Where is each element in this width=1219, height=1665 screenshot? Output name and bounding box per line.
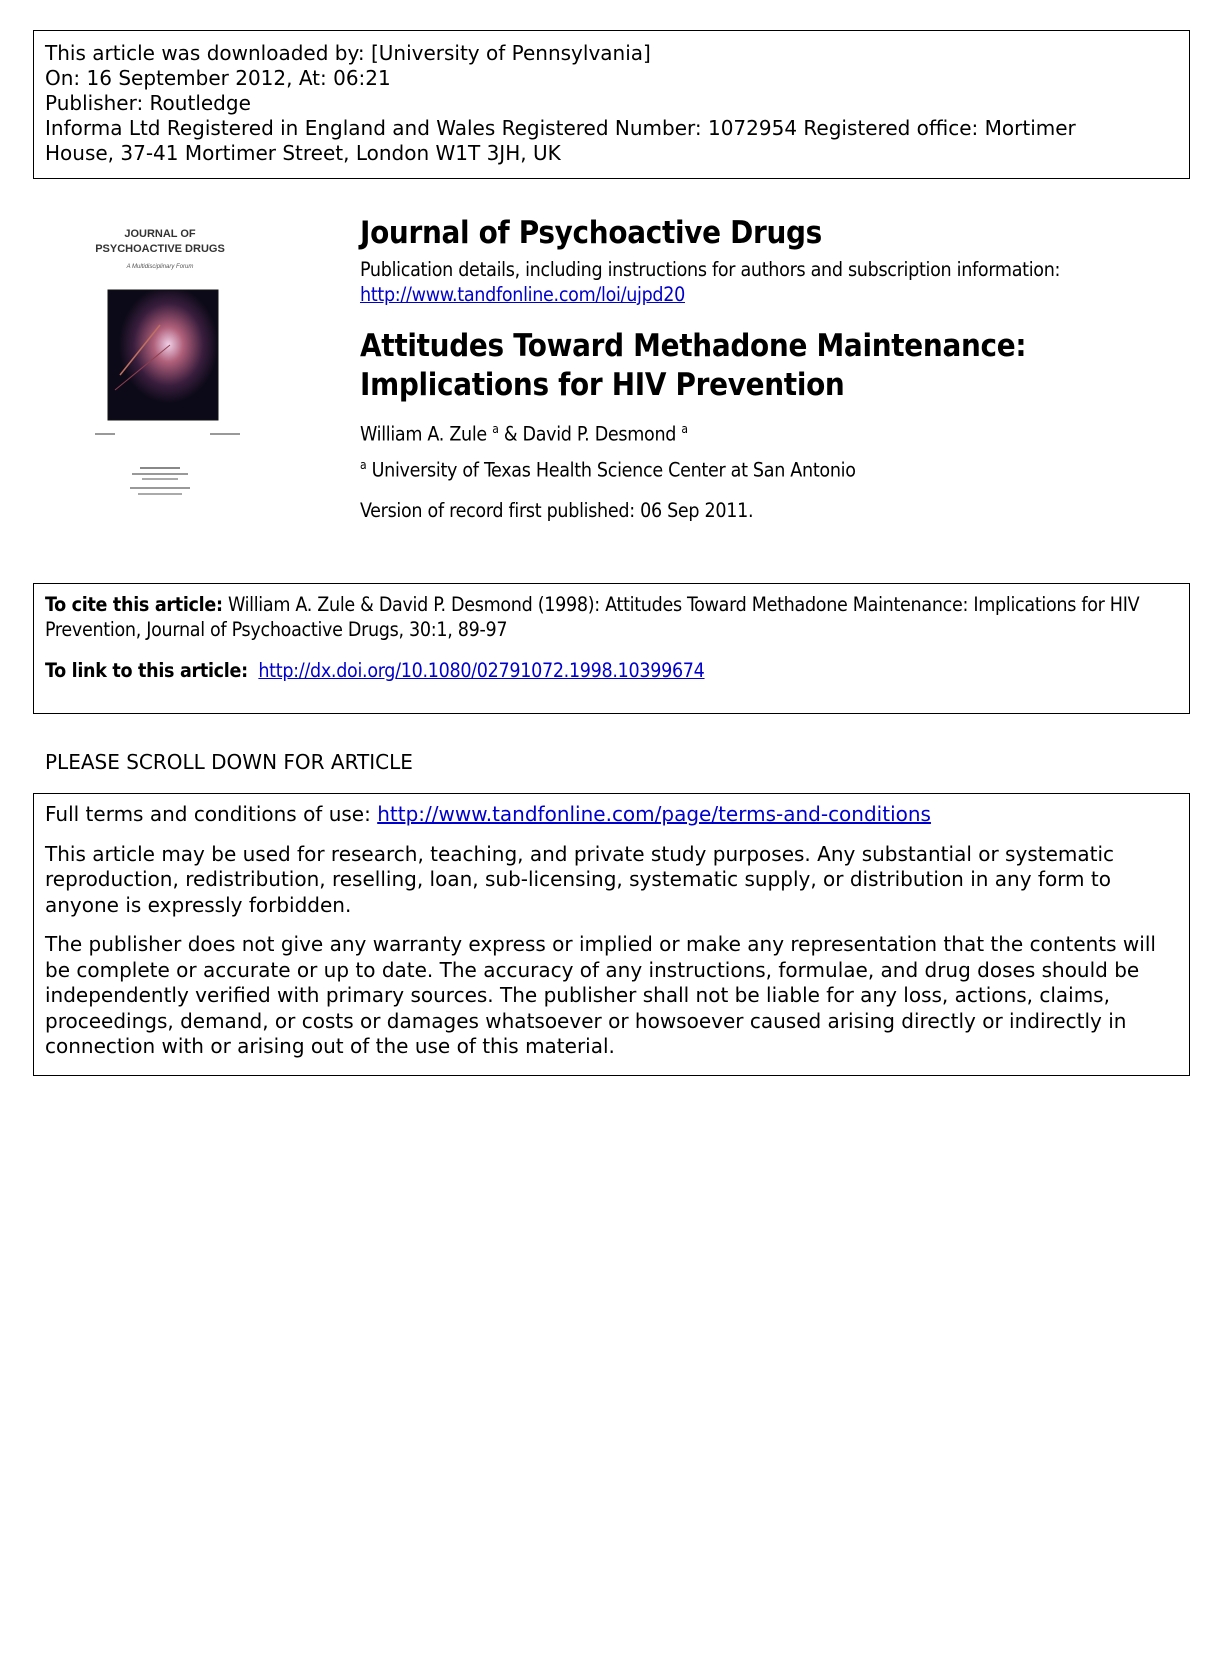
affiliation	[360, 453, 1180, 483]
cite-text: William A. Zule & David P. Desmond (1998): Attitudes Toward Methadone Maintenance: Implications for HIV Prevention, Journal of Psychoactive Drugs, 30:1, 89-97	[45, 593, 1140, 641]
cover-title-line1: JOURNAL OF	[124, 228, 196, 240]
terms-link[interactable]: http://www.tandfonline.com/page/terms-and-conditions	[377, 802, 931, 826]
download-info-line: House, 37-41 Mortimer Street, London W1T 3JH, UK	[45, 141, 561, 165]
publication-details	[360, 257, 1180, 307]
journal-url-link[interactable]: http://www.tandfonline.com/loi/ujpd20	[360, 283, 685, 306]
cover-subtitle: A Multidisciplinary Forum	[126, 264, 194, 270]
terms-line	[45, 802, 1178, 828]
affiliation-marker: a	[492, 422, 499, 436]
scroll-notice: PLEASE SCROLL DOWN FOR ARTICLE	[45, 750, 413, 774]
terms-label: Full terms and conditions of use:	[45, 802, 378, 826]
doi-link[interactable]: http://dx.doi.org/10.1080/02791072.1998.10399674	[258, 659, 705, 682]
article-header	[360, 213, 1180, 523]
article-link-line	[45, 658, 1178, 683]
version-of-record: Version of record first published: 06 Sep 2011.	[360, 499, 754, 522]
citation	[45, 592, 1178, 642]
publication-details-text: Publication details, including instructions for authors and subscription information:	[360, 258, 1061, 281]
journal-cover-image	[70, 205, 290, 525]
authors	[360, 417, 1180, 447]
cite-label: To cite this article:	[45, 593, 223, 616]
terms-paragraph-disclaimer: The publisher does not give any warranty express or implied or make any representation that the contents will be complete or accurate or up to date. The accuracy of any instructions, formulae, and drug doses should be independently verified with primary sources. The publisher shall not be liable for any loss, actions, claims, proceedings, demand, or costs or damages whatsoever or howsoever caused arising directly or indirectly in connection with or arising out of the use of this material.	[45, 932, 1156, 1058]
author-separator: &	[498, 422, 523, 446]
download-info-box	[33, 30, 1190, 179]
terms-box	[33, 793, 1190, 1076]
affiliation-marker: a	[360, 457, 367, 472]
citation-box	[33, 583, 1190, 714]
journal-title: Journal of Psychoactive Drugs	[360, 215, 822, 251]
article-title	[360, 327, 1180, 405]
author-name: David P. Desmond	[522, 422, 677, 446]
article-title-line2: Implications for HIV Prevention	[360, 367, 845, 403]
download-info-line: On: 16 September 2012, At: 06:21	[45, 66, 391, 90]
link-label: To link to this article:	[45, 659, 248, 682]
download-info-line: This article was downloaded by: [University of Pennsylvania]	[45, 41, 651, 65]
download-info-line: Informa Ltd Registered in England and Wales Registered Number: 1072954 Registered office: Mortimer	[45, 116, 1076, 140]
author-name: William A. Zule	[360, 422, 487, 446]
terms-paragraph-usage: This article may be used for research, teaching, and private study purposes. Any substantial or systematic reproduction, redistribution, reselling, loan, sub-licensing, systematic supply, or distribution in any form to anyone is expressly forbidden.	[45, 841, 1115, 917]
download-info-line: Publisher: Routledge	[45, 91, 251, 115]
article-title-line1: Attitudes Toward Methadone Maintenance:	[360, 328, 1027, 364]
affiliation-marker: a	[681, 422, 688, 436]
affiliation-text: University of Texas Health Science Center at San Antonio	[371, 458, 856, 481]
cover-title-line2: PSYCHOACTIVE DRUGS	[95, 243, 225, 255]
